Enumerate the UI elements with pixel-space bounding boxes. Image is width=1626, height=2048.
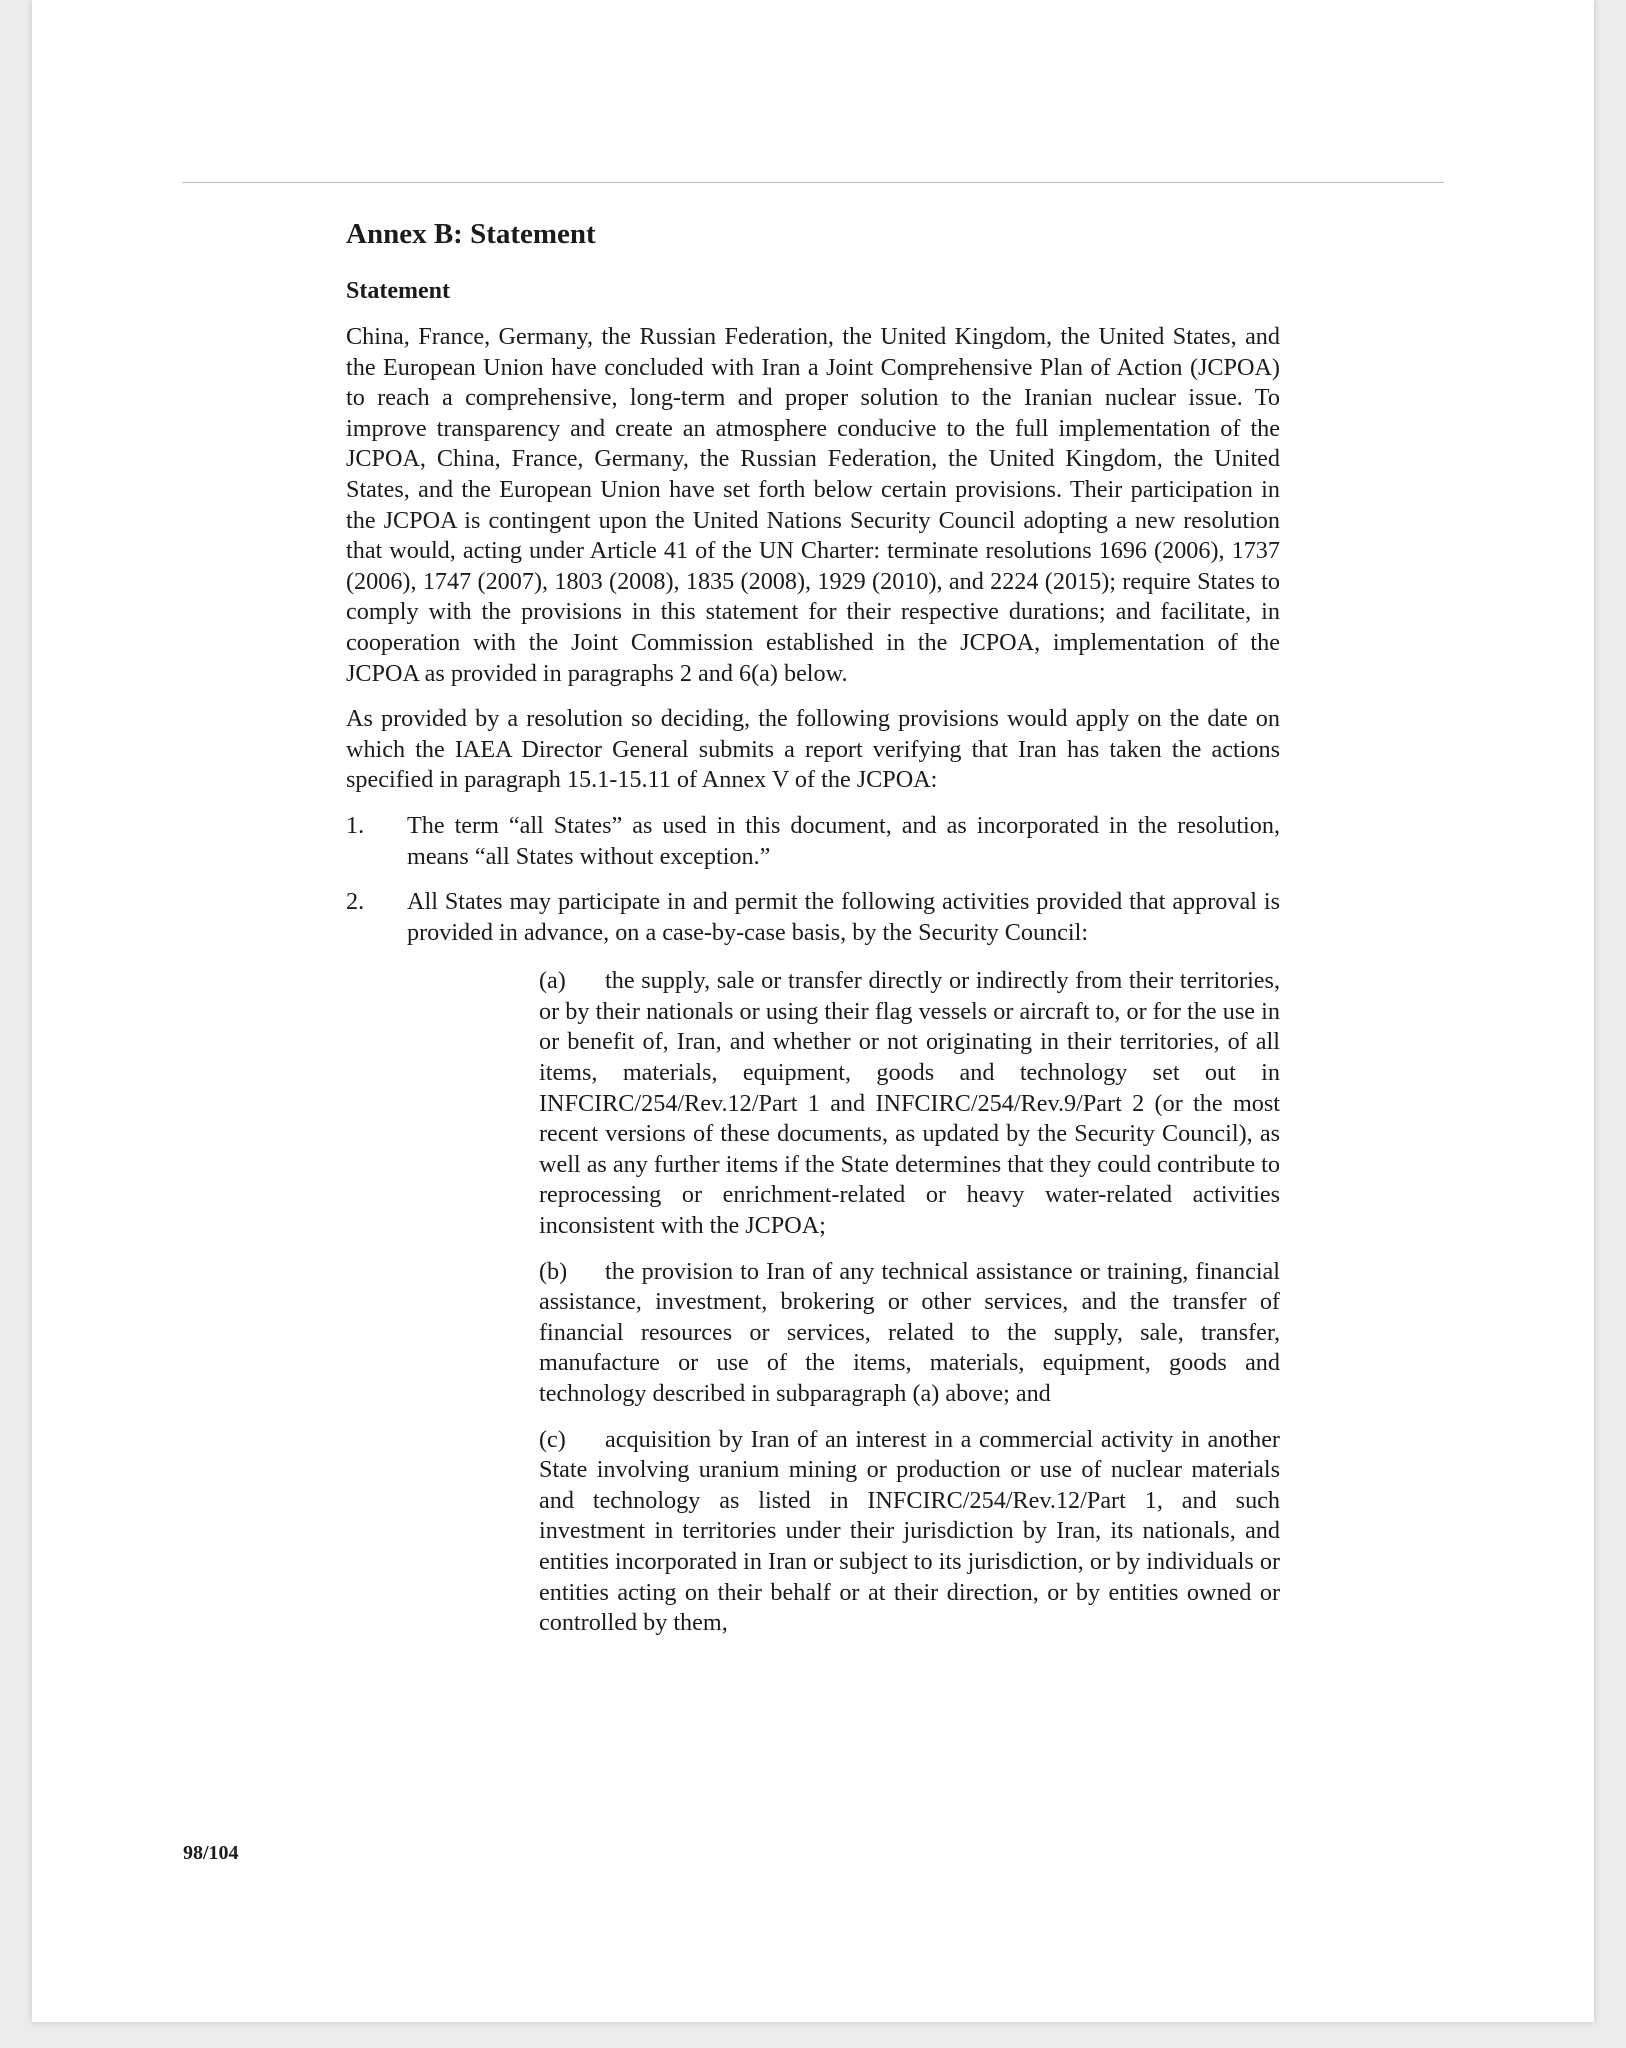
subparagraph-a [539, 966, 1280, 1241]
subparagraph-label: (c) [539, 1425, 566, 1453]
item-text: All States may participate in and permit the following activities provided that approval is provided in advance, on a case-by-case basis, by the Security Council: [407, 888, 1280, 946]
provisions-paragraph: As provided by a resolution so deciding, the following provisions would apply on the date on which the IAEA Director General submits a report verifying that Iran has taken the actions specified in paragraph 15.1-15.11 of Annex V of the JCPOA: [346, 705, 1280, 794]
subparagraph-b [539, 1257, 1280, 1410]
subparagraph-label: (a) [539, 967, 566, 995]
item-text: The term “all States” as used in this document, and as incorporated in the resolution, means “all States without exception.” [407, 811, 1280, 870]
subparagraph-label: (b) [539, 1257, 568, 1285]
annex-title: Annex B: Statement [346, 218, 596, 250]
subparagraph-list [346, 966, 1280, 1638]
header-rule [182, 182, 1444, 183]
numbered-item-1 [346, 811, 1280, 872]
section-heading: Statement [346, 278, 450, 304]
numbered-item-2 [346, 887, 1280, 948]
page-number: 98/104 [183, 1842, 239, 1864]
item-number: 2. [346, 888, 365, 916]
page-content [346, 214, 1280, 1654]
subparagraph-text: the supply, sale or transfer directly or indirectly from their territories, or by their nationals or using their flag vessels or aircraft to, or for the use in or benefit of, Iran, and whether or not originating in their territories, of all items, materials, equipment, goods and technology set out in INFCIRC/254/Rev.12/Part 1 and INFCIRC/254/Rev.9/Part 2 (or the most recent versions of these documents, as updated by the Security Council), as well as any further items if the State determines that they could contribute to reprocessing or enrichment-related or heavy water-related activities inconsistent with the JCPOA; [539, 967, 1280, 1240]
item-number: 1. [346, 811, 365, 839]
document-page [32, 0, 1594, 2022]
subparagraph-c [539, 1425, 1280, 1639]
subparagraph-text: acquisition by Iran of an interest in a commercial activity in another State involving uranium mining or production or use of nuclear materials and technology as listed in INFCIRC/254/Rev.12/Part 1, and such investment in territories under their jurisdiction by Iran, its nationals, and entities incorporated in Iran or subject to its jurisdiction, or by individuals or entities acting on their behalf or at their direction, or by entities owned or controlled by them, [539, 1425, 1280, 1637]
subparagraph-text: the provision to Iran of any technical assistance or training, financial assistance, investment, brokering or other services, and the transfer of financial resources or services, related to the supply, sale, transfer, manufacture or use of the items, materials, equipment, goods and technology described in subparagraph (a) above; and [539, 1257, 1280, 1407]
intro-paragraph: China, France, Germany, the Russian Federation, the United Kingdom, the United States, and the European Union have concluded with Iran a Joint Comprehensive Plan of Action (JCPOA) to reach a comprehensive, long-term and proper solution to the Iranian nuclear issue. To improve transparency and create an atmosphere conducive to the full implementation of the JCPOA, China, France, Germany, the Russian Federation, the United Kingdom, the United States, and the European Union have set forth below certain provisions. Their participation in the JCPOA is contingent upon the United Nations Security Council adopting a new resolution that would, acting under Article 41 of the UN Charter: terminate resolutions 1696 (2006), 1737 (2006), 1747 (2007), 1803 (2008), 1835 (2008), 1929 (2010), and 2224 (2015); require States to comply with the provisions in this statement for their respective durations; and facilitate, in cooperation with the Joint Commission established in the JCPOA, implementation of the JCPOA as provided in paragraphs 2 and 6(a) below. [346, 323, 1280, 687]
